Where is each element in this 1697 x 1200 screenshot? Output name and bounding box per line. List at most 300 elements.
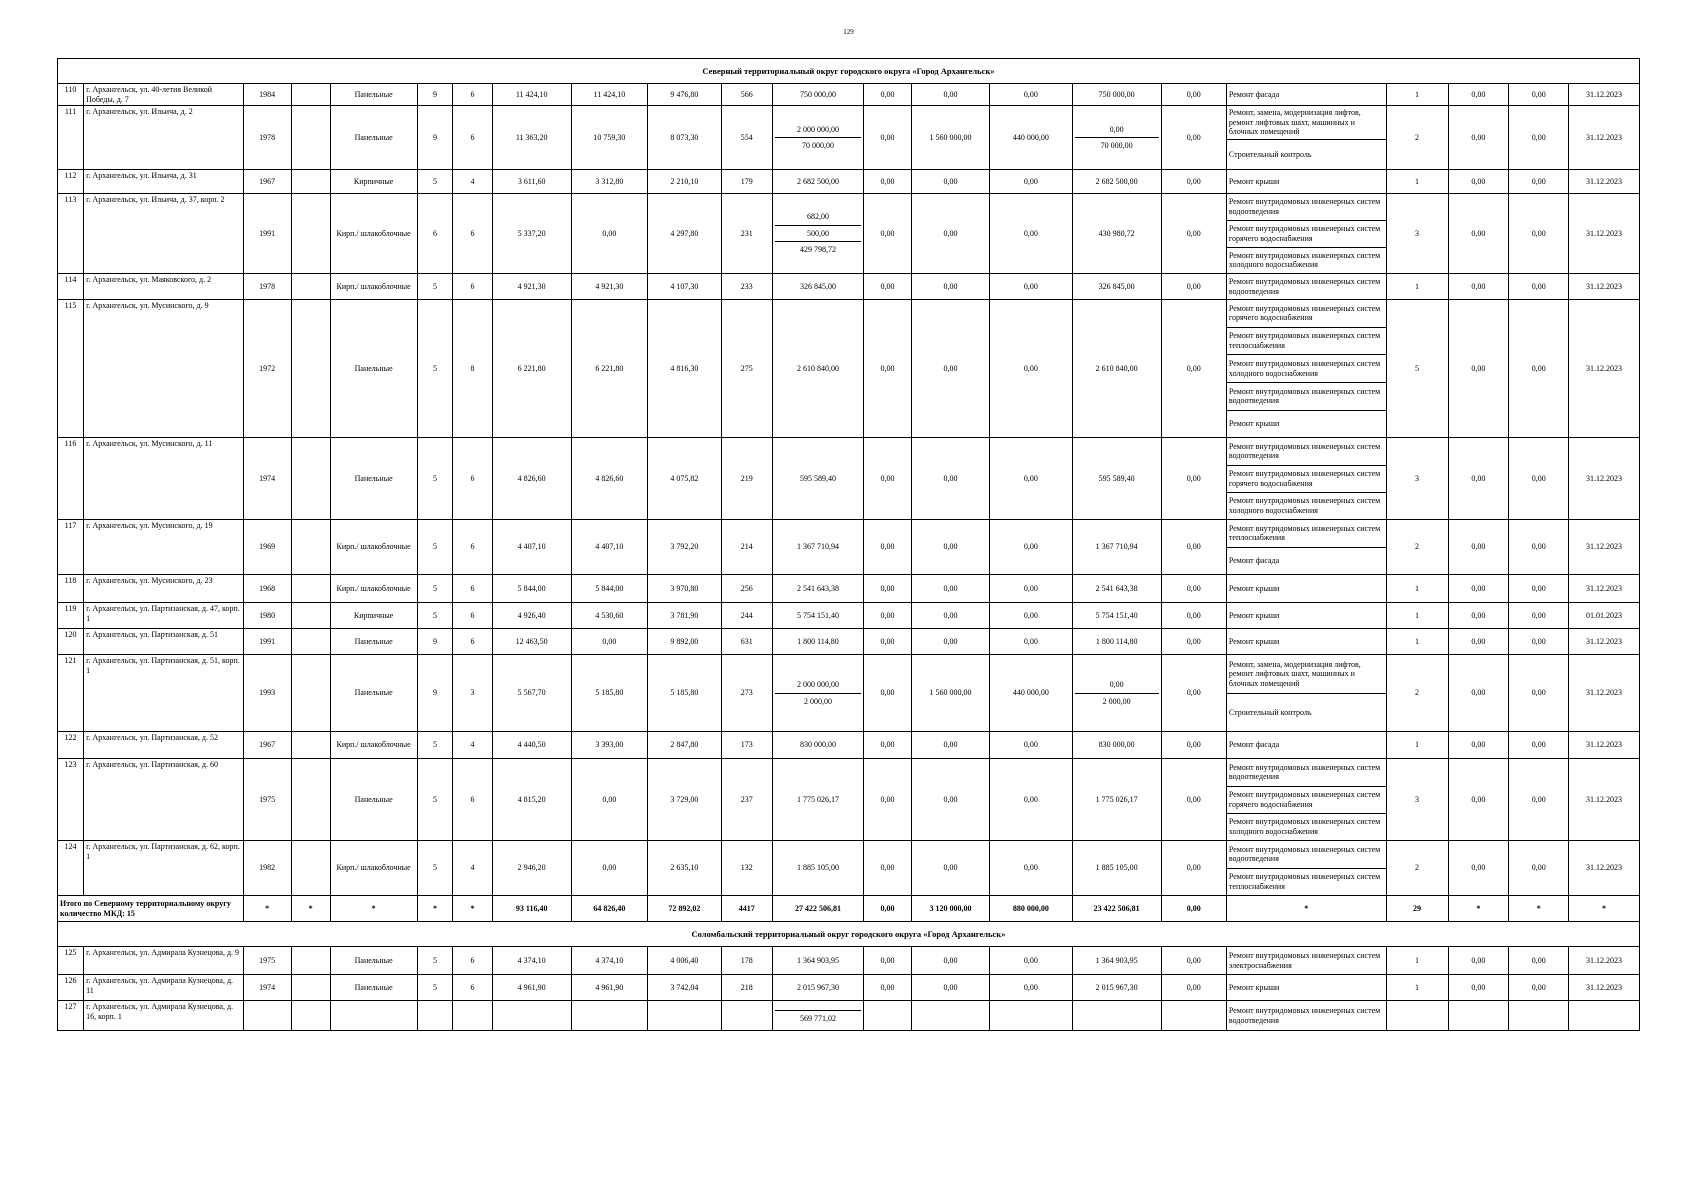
floors-cell: 5 [417, 732, 453, 759]
entrances-cell: 8 [453, 300, 492, 438]
fund-cell: 0,00 [911, 947, 989, 975]
entrances-cell: 6 [453, 194, 492, 274]
fund-cell: 0,00 [990, 975, 1073, 1001]
area-total-cell: 3 611,60 [492, 170, 571, 194]
row-number: 114 [58, 274, 84, 300]
fund-cell: 0,00 [1161, 84, 1226, 106]
fund-cell [911, 1001, 989, 1031]
area-residential-cell: 4 297,80 [647, 194, 721, 274]
work-count-cell: 1 [1386, 84, 1448, 106]
address-cell: г. Архангельск, ул. Мусинского, д. 9 [84, 300, 244, 438]
works-cell [1226, 841, 1386, 896]
cost-subvalue: 429 798,72 [799, 245, 836, 255]
work-count-cell: 3 [1386, 438, 1448, 520]
area-premises-cell: 0,00 [571, 629, 647, 655]
cost-cell: 1 367 710,94 [772, 520, 863, 575]
fund-cell: 0,00 [911, 274, 989, 300]
area-total-cell: 11 363,20 [492, 106, 571, 170]
address-cell: г. Архангельск, ул. Партизанская, д. 51 [84, 629, 244, 655]
total-star: * [243, 896, 291, 922]
area-premises-cell: 6 221,80 [571, 300, 647, 438]
works-cell [1226, 975, 1386, 1001]
work-count-cell [1386, 1001, 1448, 1031]
fund-cell: 0,00 [990, 947, 1073, 975]
value-cell: 0,00 [1509, 300, 1569, 438]
residents-cell: 214 [721, 520, 772, 575]
fund-cell: 0,00 [990, 194, 1073, 274]
fund-cell: 0,00 [990, 603, 1073, 629]
fund-cell: 0,00 [911, 603, 989, 629]
total-value: 0,00 [864, 896, 912, 922]
total-value: 4417 [721, 896, 772, 922]
value-cell: 0,00 [1509, 947, 1569, 975]
fund-cell: 1 800 114,80 [1072, 629, 1161, 655]
work-type: Ремонт внутридомовых инженерных систем горячего водоснабжения [1227, 466, 1386, 493]
fund-cell: 0,00 [1161, 106, 1226, 170]
fund-cell: 440 000,00 [990, 655, 1073, 732]
value-cell: 0,00 [1448, 520, 1509, 575]
row-number: 127 [58, 1001, 84, 1031]
date-cell: 31.12.2023 [1569, 655, 1640, 732]
value-cell: 0,00 [1448, 300, 1509, 438]
year-cell: 1991 [243, 629, 291, 655]
cost-subvalue: 500,00 [775, 226, 861, 243]
cost-cell: 1 775 026,17 [772, 759, 863, 841]
work-type: Ремонт внутридомовых инженерных систем теплоснабжения [1228, 872, 1381, 891]
fund-cell: 0,00 [1161, 732, 1226, 759]
date-cell: 31.12.2023 [1569, 841, 1640, 896]
works-cell [1226, 194, 1386, 274]
date-cell: 31.12.2023 [1569, 759, 1640, 841]
value-cell: 0,00 [1448, 629, 1509, 655]
address-cell: г. Архангельск, ул. Мусинского, д. 23 [84, 575, 244, 603]
value-cell [1509, 1001, 1569, 1031]
work-type: Ремонт внутридомовых инженерных систем теплоснабжения [1227, 520, 1386, 548]
floors-cell: 5 [417, 300, 453, 438]
area-total-cell: 5 844,00 [492, 575, 571, 603]
fund-subvalue: 2 000,00 [1102, 696, 1131, 706]
fund-cell: 0,00 [864, 575, 912, 603]
work-count-cell: 1 [1386, 732, 1448, 759]
fund-cell: 5 754 151,40 [1072, 603, 1161, 629]
fund-cell: 0,00 [1161, 575, 1226, 603]
value-cell: 0,00 [1509, 975, 1569, 1001]
wall-material-cell: Панельные [330, 975, 417, 1001]
works-cell [1226, 629, 1386, 655]
section-header-row [58, 922, 1640, 947]
address-cell: г. Архангельск, ул. Партизанская, д. 47, корп. 1 [84, 603, 244, 629]
floors-cell: 9 [417, 655, 453, 732]
fund-cell [1072, 106, 1161, 170]
value-cell: 0,00 [1509, 629, 1569, 655]
value-cell: 0,00 [1448, 841, 1509, 896]
floors-cell: 5 [417, 975, 453, 1001]
fund-cell: 0,00 [1161, 947, 1226, 975]
value-cell: 0,00 [1448, 975, 1509, 1001]
fund-cell: 0,00 [911, 194, 989, 274]
work-type: Ремонт крыши [1228, 419, 1280, 429]
wall-material-cell: Кирп./ шлакоблочные [330, 732, 417, 759]
floors-cell: 9 [417, 106, 453, 170]
cost-cell [772, 106, 863, 170]
residents-cell: 231 [721, 194, 772, 274]
work-count-cell: 2 [1386, 520, 1448, 575]
area-total-cell: 4 826,60 [492, 438, 571, 520]
total-value: 93 116,40 [492, 896, 571, 922]
fund-cell: 0,00 [990, 438, 1073, 520]
wall-material-cell: Панельные [330, 759, 417, 841]
value-cell [1448, 1001, 1509, 1031]
fund-cell: 0,00 [911, 759, 989, 841]
table-row [58, 194, 1640, 274]
year-cell: 1967 [243, 170, 291, 194]
fund-subvalue: 70 000,00 [1100, 141, 1133, 151]
table-row [58, 655, 1640, 732]
value-cell: 0,00 [1448, 759, 1509, 841]
fund-cell: 0,00 [1161, 841, 1226, 896]
works-cell [1226, 655, 1386, 732]
wall-material-cell: Панельные [330, 947, 417, 975]
address-cell: г. Архангельск, ул. 40-летия Великой Победы, д. 7 [84, 84, 244, 106]
fund-cell: 2 682 500,00 [1072, 170, 1161, 194]
floors-cell [417, 1001, 453, 1031]
total-star: * [1448, 896, 1509, 922]
page-number: 129 [843, 28, 854, 36]
work-type: Ремонт крыши [1228, 610, 1280, 620]
fund-cell: 0,00 [911, 629, 989, 655]
empty-cell [291, 300, 330, 438]
entrances-cell: 6 [453, 975, 492, 1001]
entrances-cell: 4 [453, 841, 492, 896]
total-star: * [417, 896, 453, 922]
area-residential-cell: 3 781,90 [647, 603, 721, 629]
work-type: Ремонт внутридомовых инженерных систем теплоснабжения [1227, 328, 1386, 356]
row-number: 124 [58, 841, 84, 896]
year-cell: 1967 [243, 732, 291, 759]
work-type: Ремонт внутридомовых инженерных систем водоотведения [1228, 277, 1381, 296]
area-premises-cell: 5 844,00 [571, 575, 647, 603]
fund-cell: 0,00 [864, 947, 912, 975]
empty-cell [291, 274, 330, 300]
fund-cell: 2 541 643,38 [1072, 575, 1161, 603]
value-cell: 0,00 [1448, 274, 1509, 300]
work-type: Ремонт внутридомовых инженерных систем водоотведения [1227, 759, 1386, 786]
work-type: Ремонт, замена, модернизация лифтов, ремонт лифтовых шахт, машинных и блочных помещений [1227, 655, 1386, 694]
area-residential-cell: 4 107,30 [647, 274, 721, 300]
fund-cell: 0,00 [864, 520, 912, 575]
date-cell: 31.12.2023 [1569, 575, 1640, 603]
fund-cell: 2 015 967,30 [1072, 975, 1161, 1001]
fund-cell: 0,00 [911, 975, 989, 1001]
fund-cell: 0,00 [864, 300, 912, 438]
work-type: Ремонт внутридомовых инженерных систем водоотведения [1227, 438, 1386, 465]
address-cell: г. Архангельск, ул. Партизанская, д. 52 [84, 732, 244, 759]
table-row [58, 84, 1640, 106]
residents-cell: 173 [721, 732, 772, 759]
total-star: * [453, 896, 492, 922]
cost-cell: 595 589,40 [772, 438, 863, 520]
date-cell: 31.12.2023 [1569, 84, 1640, 106]
address-cell: г. Архангельск, ул. Адмирала Кузнецова, д. 16, корп. 1 [84, 1001, 244, 1031]
floors-cell: 5 [417, 274, 453, 300]
works-cell [1226, 84, 1386, 106]
fund-cell: 0,00 [990, 841, 1073, 896]
area-residential-cell: 3 792,20 [647, 520, 721, 575]
row-number: 115 [58, 300, 84, 438]
year-cell: 1982 [243, 841, 291, 896]
work-type: Ремонт внутридомовых инженерных систем холодного водоснабжения [1228, 250, 1381, 270]
works-cell [1226, 274, 1386, 300]
entrances-cell: 6 [453, 947, 492, 975]
empty-cell [291, 603, 330, 629]
cost-cell: 2 682 500,00 [772, 170, 863, 194]
residents-cell: 244 [721, 603, 772, 629]
year-cell: 1984 [243, 84, 291, 106]
empty-cell [291, 575, 330, 603]
area-premises-cell: 4 826,60 [571, 438, 647, 520]
fund-cell [1072, 655, 1161, 732]
table-row [58, 947, 1640, 975]
residents-cell: 566 [721, 84, 772, 106]
entrances-cell: 6 [453, 274, 492, 300]
residents-cell: 179 [721, 170, 772, 194]
date-cell: 31.12.2023 [1569, 629, 1640, 655]
fund-cell [1072, 1001, 1161, 1031]
total-value: 880 000,00 [990, 896, 1073, 922]
date-cell: 31.12.2023 [1569, 300, 1640, 438]
table-row [58, 106, 1640, 170]
total-value: 0,00 [1161, 896, 1226, 922]
row-number: 123 [58, 759, 84, 841]
entrances-cell: 6 [453, 575, 492, 603]
total-row [58, 896, 1640, 922]
table-row [58, 759, 1640, 841]
residents-cell: 237 [721, 759, 772, 841]
total-star: * [1509, 896, 1569, 922]
fund-cell: 0,00 [864, 603, 912, 629]
empty-cell [291, 438, 330, 520]
fund-cell: 1 885 105,00 [1072, 841, 1161, 896]
wall-material-cell: Кирп./ шлакоблочные [330, 274, 417, 300]
fund-cell: 0,00 [911, 170, 989, 194]
value-cell: 0,00 [1509, 520, 1569, 575]
empty-cell [291, 84, 330, 106]
cost-cell: 2 541 643,38 [772, 575, 863, 603]
area-premises-cell: 3 312,80 [571, 170, 647, 194]
fund-cell: 0,00 [864, 841, 912, 896]
work-count-cell: 2 [1386, 655, 1448, 732]
entrances-cell: 6 [453, 106, 492, 170]
work-count-cell: 1 [1386, 975, 1448, 1001]
work-type: Строительный контроль [1228, 149, 1312, 159]
total-star: * [1226, 896, 1386, 922]
area-premises-cell: 0,00 [571, 759, 647, 841]
work-type: Ремонт внутридомовых инженерных систем горячего водоснабжения [1227, 300, 1386, 328]
area-premises-cell: 5 185,80 [571, 655, 647, 732]
fund-cell: 0,00 [1161, 520, 1226, 575]
date-cell: 31.12.2023 [1569, 947, 1640, 975]
wall-material-cell: Кирп./ шлакоблочные [330, 194, 417, 274]
year-cell: 1978 [243, 274, 291, 300]
area-premises-cell: 10 759,30 [571, 106, 647, 170]
repair-program-table [57, 58, 1640, 1031]
floors-cell: 5 [417, 575, 453, 603]
area-total-cell: 2 946,20 [492, 841, 571, 896]
table-row [58, 274, 1640, 300]
fund-cell: 440 000,00 [990, 106, 1073, 170]
fund-cell: 0,00 [911, 520, 989, 575]
floors-cell: 9 [417, 629, 453, 655]
floors-cell: 5 [417, 841, 453, 896]
table-row [58, 438, 1640, 520]
works-cell [1226, 300, 1386, 438]
empty-cell [291, 655, 330, 732]
work-count-cell: 1 [1386, 274, 1448, 300]
total-value: 23 422 506,81 [1072, 896, 1161, 922]
date-cell: 31.12.2023 [1569, 106, 1640, 170]
work-type: Ремонт крыши [1228, 982, 1280, 992]
date-cell: 01.01.2023 [1569, 603, 1640, 629]
fund-cell [1161, 1001, 1226, 1031]
area-residential-cell: 3 729,00 [647, 759, 721, 841]
area-total-cell: 4 440,50 [492, 732, 571, 759]
fund-cell: 0,00 [990, 575, 1073, 603]
floors-cell: 6 [417, 194, 453, 274]
wall-material-cell: Кирп./ шлакоблочные [330, 841, 417, 896]
total-count: 29 [1386, 896, 1448, 922]
work-type: Ремонт фасада [1228, 740, 1280, 750]
row-number: 118 [58, 575, 84, 603]
value-cell: 0,00 [1509, 84, 1569, 106]
wall-material-cell: Панельные [330, 300, 417, 438]
fund-cell: 0,00 [1161, 759, 1226, 841]
total-value: 3 120 000,00 [911, 896, 989, 922]
address-cell: г. Архангельск, ул. Мусинского, д. 19 [84, 520, 244, 575]
value-cell: 0,00 [1509, 438, 1569, 520]
fund-cell: 0,00 [911, 575, 989, 603]
entrances-cell: 6 [453, 520, 492, 575]
fund-cell: 0,00 [864, 106, 912, 170]
fund-cell: 0,00 [990, 759, 1073, 841]
value-cell: 0,00 [1509, 575, 1569, 603]
cost-subvalue: 2 000,00 [803, 696, 832, 706]
residents-cell [721, 1001, 772, 1031]
date-cell [1569, 1001, 1640, 1031]
work-count-cell: 1 [1386, 947, 1448, 975]
area-premises-cell: 4 374,10 [571, 947, 647, 975]
work-count-cell: 3 [1386, 759, 1448, 841]
value-cell: 0,00 [1448, 106, 1509, 170]
area-residential-cell: 5 185,80 [647, 655, 721, 732]
year-cell: 1975 [243, 947, 291, 975]
year-cell: 1969 [243, 520, 291, 575]
entrances-cell: 4 [453, 732, 492, 759]
address-cell: г. Архангельск, ул. Партизанская, д. 60 [84, 759, 244, 841]
floors-cell: 5 [417, 520, 453, 575]
address-cell: г. Архангельск, ул. Ильича, д. 2 [84, 106, 244, 170]
cost-cell: 1 885 105,00 [772, 841, 863, 896]
date-cell: 31.12.2023 [1569, 438, 1640, 520]
fund-cell: 0,00 [864, 759, 912, 841]
year-cell: 1974 [243, 975, 291, 1001]
fund-cell: 0,00 [864, 84, 912, 106]
date-cell: 31.12.2023 [1569, 975, 1640, 1001]
area-residential-cell: 4 075,82 [647, 438, 721, 520]
area-residential-cell: 2 847,80 [647, 732, 721, 759]
fund-cell: 0,00 [864, 438, 912, 520]
cost-subvalue: 70 000,00 [801, 141, 834, 151]
residents-cell: 275 [721, 300, 772, 438]
fund-cell: 0,00 [911, 732, 989, 759]
area-total-cell: 4 961,90 [492, 975, 571, 1001]
fund-cell: 0,00 [911, 84, 989, 106]
fund-cell: 0,00 [1161, 194, 1226, 274]
total-value: 72 892,02 [647, 896, 721, 922]
area-premises-cell: 0,00 [571, 194, 647, 274]
area-total-cell: 4 815,20 [492, 759, 571, 841]
works-cell [1226, 520, 1386, 575]
wall-material-cell: Кирп./ шлакоблочные [330, 520, 417, 575]
table-row [58, 1001, 1640, 1031]
cost-subvalue [775, 1004, 861, 1011]
fund-cell: 0,00 [911, 300, 989, 438]
cost-subvalue: 2 000 000,00 [775, 677, 861, 694]
works-cell [1226, 1001, 1386, 1031]
fund-cell: 0,00 [1161, 655, 1226, 732]
fund-cell: 0,00 [990, 629, 1073, 655]
row-number: 119 [58, 603, 84, 629]
fund-cell: 1 367 710,94 [1072, 520, 1161, 575]
area-premises-cell [571, 1001, 647, 1031]
fund-cell: 0,00 [911, 841, 989, 896]
fund-cell: 0,00 [990, 274, 1073, 300]
year-cell: 1993 [243, 655, 291, 732]
fund-cell: 0,00 [864, 975, 912, 1001]
work-type: Ремонт фасада [1228, 556, 1280, 566]
wall-material-cell: Кирп./ шлакоблочные [330, 575, 417, 603]
fund-cell: 0,00 [864, 629, 912, 655]
fund-cell: 0,00 [1161, 300, 1226, 438]
table-row [58, 841, 1640, 896]
area-total-cell: 4 374,10 [492, 947, 571, 975]
floors-cell: 5 [417, 603, 453, 629]
cost-cell [772, 1001, 863, 1031]
value-cell: 0,00 [1448, 438, 1509, 520]
residents-cell: 218 [721, 975, 772, 1001]
cost-cell: 1 364 903,95 [772, 947, 863, 975]
year-cell: 1968 [243, 575, 291, 603]
entrances-cell: 6 [453, 603, 492, 629]
cost-subvalue: 2 000 000,00 [775, 122, 861, 139]
area-total-cell: 5 337,20 [492, 194, 571, 274]
entrances-cell: 6 [453, 438, 492, 520]
row-number: 110 [58, 84, 84, 106]
entrances-cell: 3 [453, 655, 492, 732]
row-number: 116 [58, 438, 84, 520]
fund-cell: 0,00 [1161, 975, 1226, 1001]
work-count-cell: 1 [1386, 603, 1448, 629]
area-total-cell: 5 567,70 [492, 655, 571, 732]
row-number: 122 [58, 732, 84, 759]
wall-material-cell: Панельные [330, 655, 417, 732]
value-cell: 0,00 [1448, 655, 1509, 732]
fund-cell: 0,00 [1161, 603, 1226, 629]
cost-cell: 830 000,00 [772, 732, 863, 759]
year-cell: 1978 [243, 106, 291, 170]
area-total-cell: 4 921,30 [492, 274, 571, 300]
work-type: Ремонт фасада [1228, 89, 1280, 99]
value-cell: 0,00 [1509, 759, 1569, 841]
